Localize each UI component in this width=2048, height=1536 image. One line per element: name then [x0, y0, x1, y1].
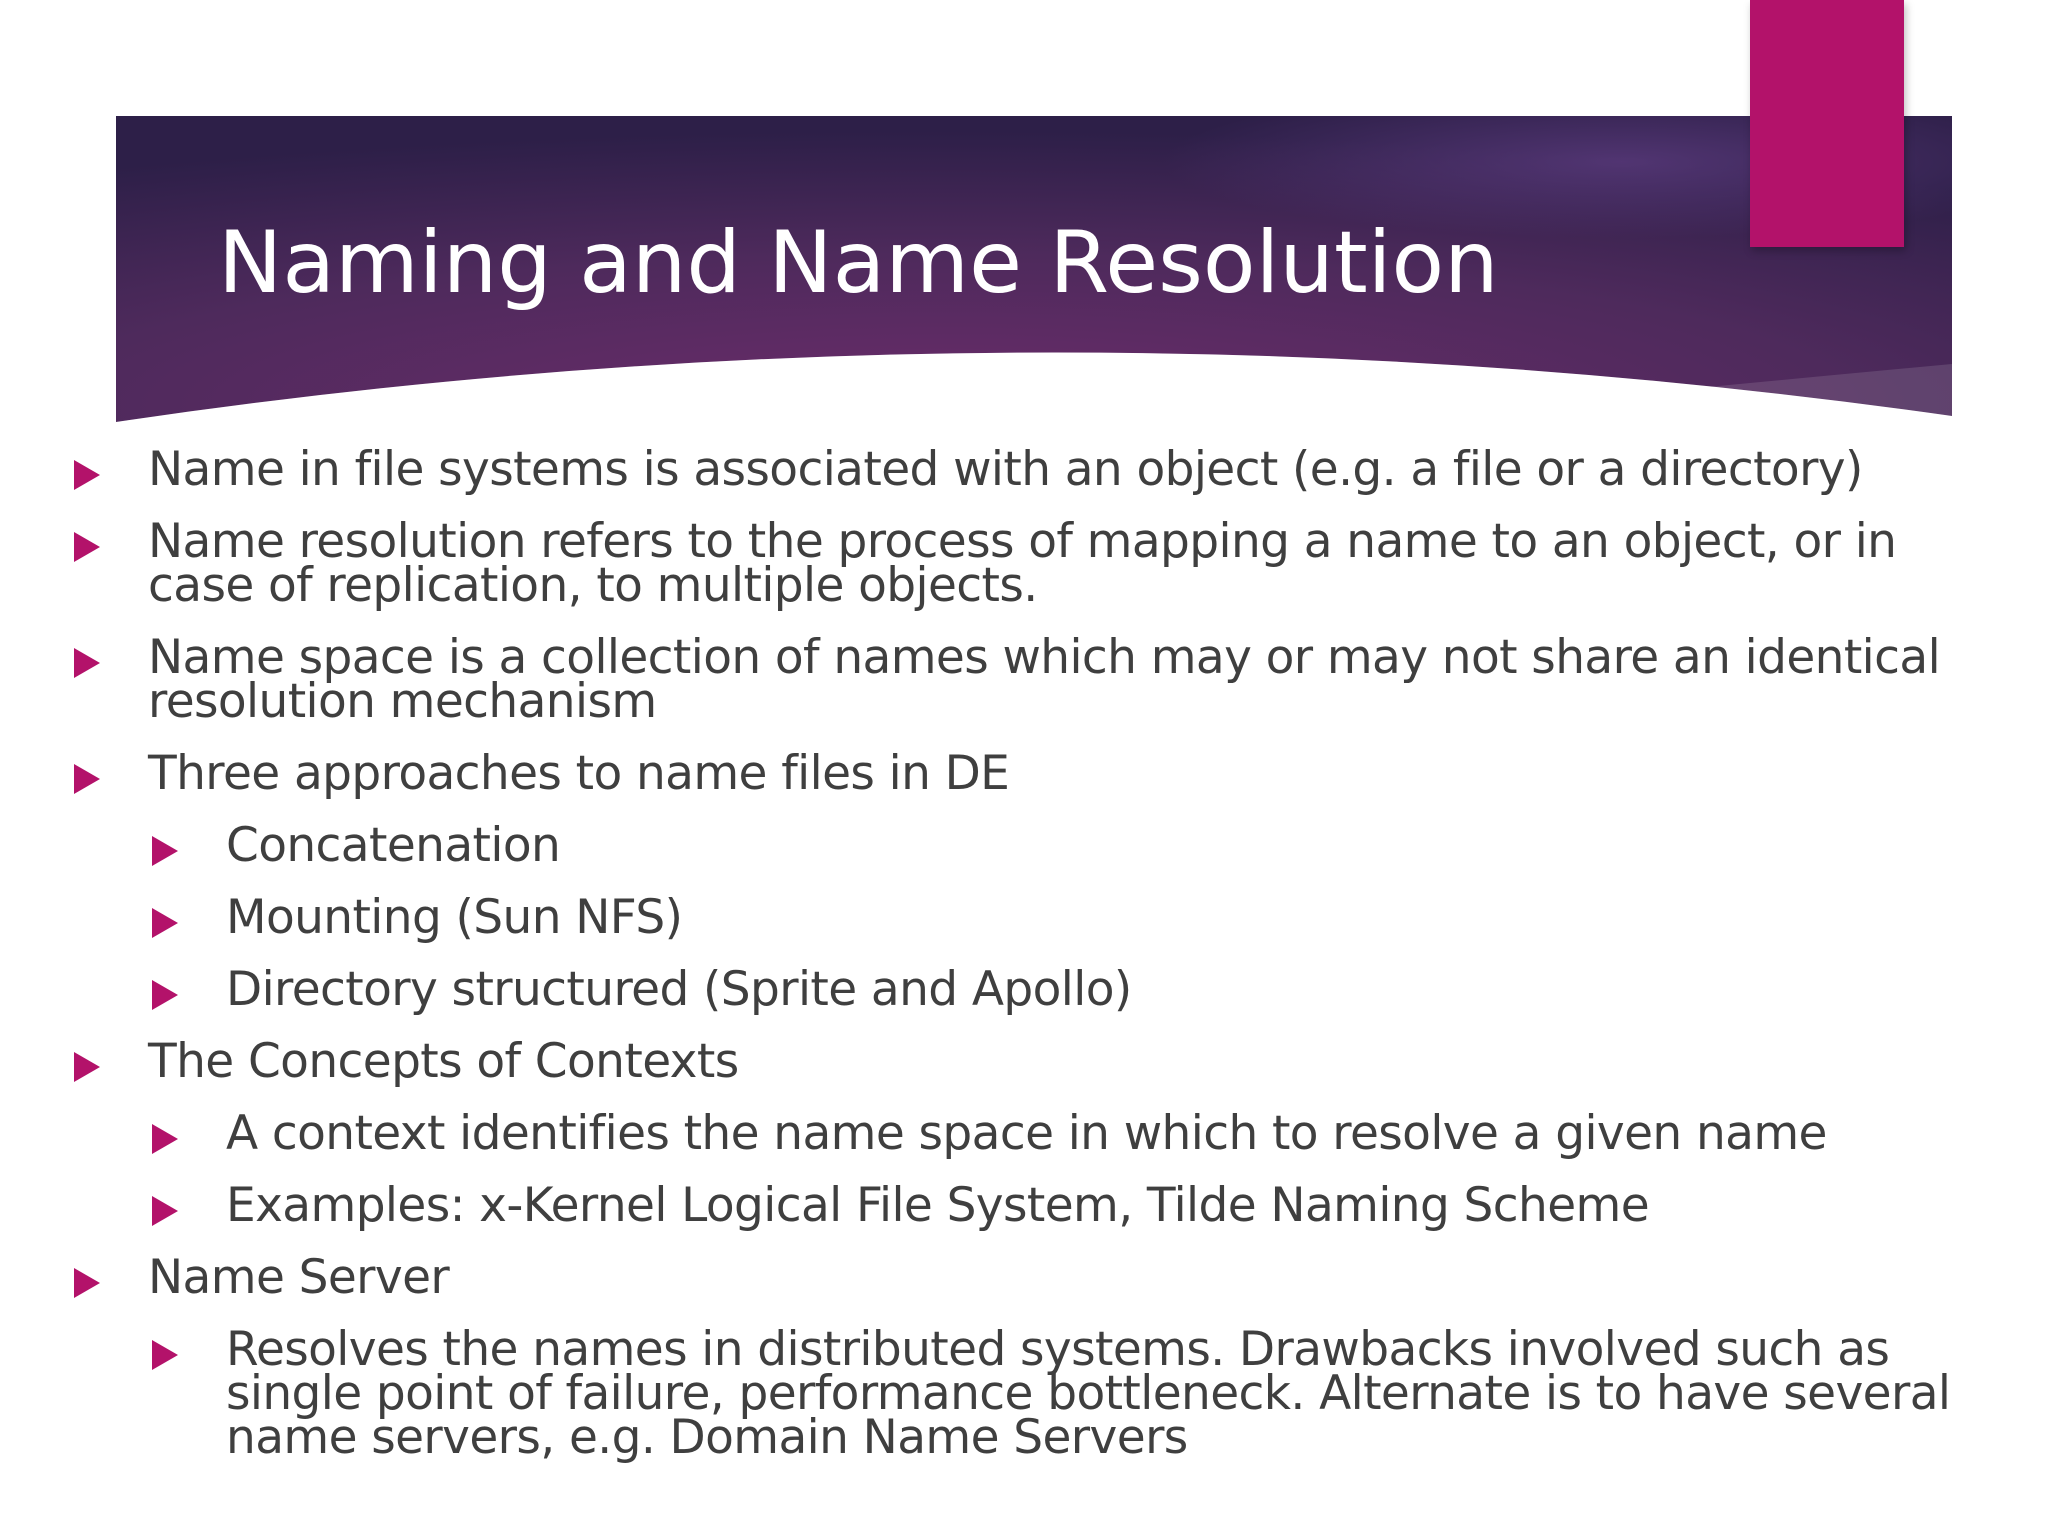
bullet-text: The Concepts of Contexts [148, 1034, 739, 1089]
bullet-item [70, 1178, 1990, 1233]
triangle-bullet-icon [152, 980, 178, 1010]
bullet-text: Directory structured (Sprite and Apollo) [226, 962, 1132, 1017]
accent-tab [1750, 0, 1904, 247]
bullet-item [70, 514, 1990, 613]
bullet-item [70, 1106, 1990, 1161]
bullet-text: Name in file systems is associated with an object (e.g. a file or a directory) [148, 442, 1863, 497]
bullet-item [70, 746, 1990, 801]
bullet-text: Examples: x-Kernel Logical File System, Tilde Naming Scheme [226, 1178, 1650, 1233]
bullet-text: A context identifies the name space in which to resolve a given name [226, 1106, 1827, 1161]
triangle-bullet-icon [152, 908, 178, 938]
bullet-item [70, 630, 1990, 729]
bullet-text: Three approaches to name files in DE [148, 746, 1010, 801]
triangle-bullet-icon [74, 764, 100, 794]
bullet-text: Name space is a collection of names which may or may not share an identical resolution mechanism [148, 630, 1941, 729]
bullet-item [70, 1034, 1990, 1089]
triangle-bullet-icon [74, 532, 100, 562]
bullet-item [70, 962, 1990, 1017]
bullet-item [70, 1322, 1990, 1465]
triangle-bullet-icon [152, 1196, 178, 1226]
bullet-list [70, 442, 1990, 1488]
triangle-bullet-icon [74, 1052, 100, 1082]
bullet-item [70, 442, 1990, 497]
bullet-item [70, 890, 1990, 945]
triangle-bullet-icon [152, 836, 178, 866]
triangle-bullet-icon [74, 648, 100, 678]
triangle-bullet-icon [152, 1340, 178, 1370]
bullet-text: Mounting (Sun NFS) [226, 890, 683, 945]
triangle-bullet-icon [74, 460, 100, 490]
bullet-item [70, 818, 1990, 873]
bullet-text: Concatenation [226, 818, 561, 873]
slide-title: Naming and Name Resolution [218, 213, 1499, 313]
triangle-bullet-icon [74, 1268, 100, 1298]
bullet-text: Name Server [148, 1250, 450, 1305]
bullet-item [70, 1250, 1990, 1305]
bullet-text: Resolves the names in distributed systems. Drawbacks involved such as single point of failure, performance bottleneck. Alternate is to have several name servers, e.g. Domain Name Servers [226, 1322, 1951, 1465]
bullet-text: Name resolution refers to the process of mapping a name to an object, or in case of replication, to multiple objects. [148, 514, 1897, 613]
triangle-bullet-icon [152, 1124, 178, 1154]
